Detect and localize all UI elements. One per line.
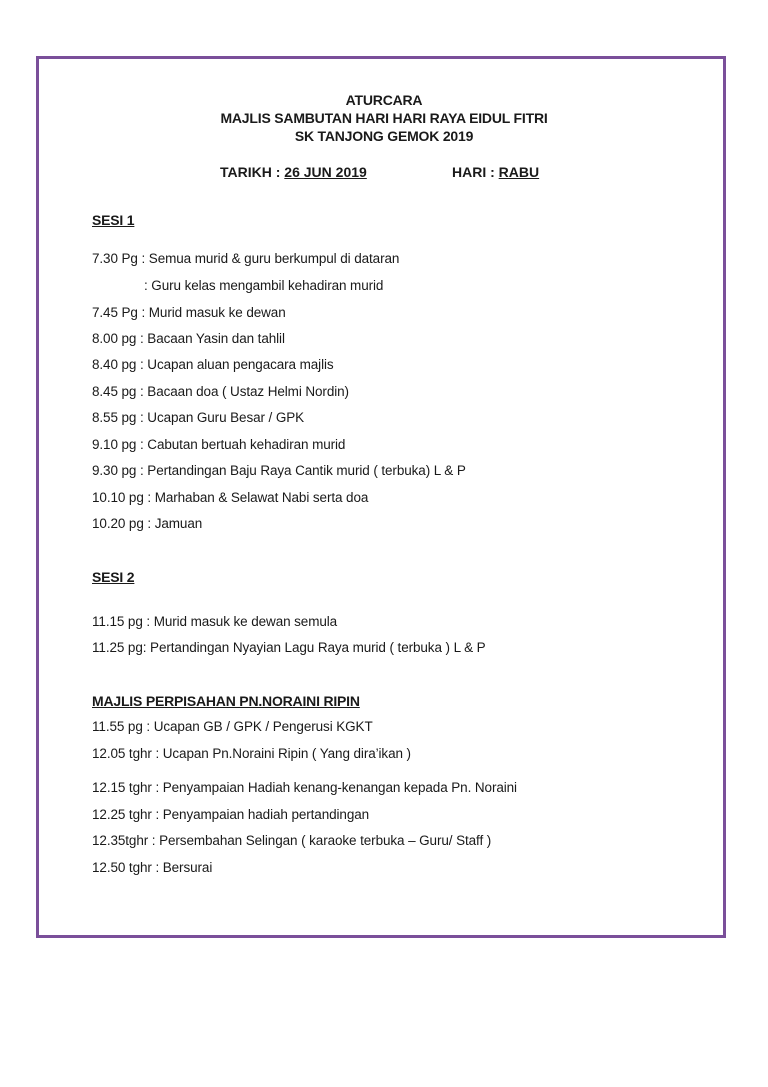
schedule-item: 11.55 pg : Ucapan GB / GPK / Pengerusi KGKT [92, 719, 373, 734]
schedule-item: 11.15 pg : Murid masuk ke dewan semula [92, 614, 338, 629]
schedule-item: 10.20 pg : Jamuan [92, 516, 203, 531]
sesi-2-heading: SESI 2 [92, 569, 135, 585]
day-label: HARI : [452, 164, 499, 180]
day-value: RABU [498, 164, 540, 180]
schedule-item: 7.45 Pg : Murid masuk ke dewan [92, 305, 286, 320]
date-label: TARIKH : [220, 164, 285, 180]
schedule-item: 11.25 pg: Pertandingan Nyayian Lagu Raya murid ( terbuka ) L & P [92, 640, 486, 655]
date-value: 26 JUN 2019 [284, 164, 367, 180]
title-event-name: MAJLIS SAMBUTAN HARI HARI RAYA EIDUL FITRI [220, 110, 548, 126]
schedule-item: 12.15 tghr : Penyampaian Hadiah kenang-kenangan kepada Pn. Noraini [92, 780, 517, 795]
day-field [452, 164, 539, 180]
title-school: SK TANJONG GEMOK 2019 [294, 128, 474, 144]
schedule-item: : Guru kelas mengambil kehadiran murid [144, 278, 384, 293]
schedule-item: 9.30 pg : Pertandingan Baju Raya Cantik murid ( terbuka) L & P [92, 463, 466, 478]
sesi-1-heading: SESI 1 [92, 212, 135, 228]
schedule-item: 8.45 pg : Bacaan doa ( Ustaz Helmi Nordin) [92, 384, 349, 399]
schedule-item: 12.35tghr : Persembahan Selingan ( karaoke terbuka – Guru/ Staff ) [92, 833, 492, 848]
title-aturcara: ATURCARA [345, 92, 423, 108]
schedule-item: 12.05 tghr : Ucapan Pn.Noraini Ripin ( Yang dira’ikan ) [92, 746, 411, 761]
schedule-item: 12.25 tghr : Penyampaian hadiah pertandingan [92, 807, 370, 822]
schedule-item: 8.55 pg : Ucapan Guru Besar / GPK [92, 410, 305, 425]
schedule-item: 10.10 pg : Marhaban & Selawat Nabi serta doa [92, 490, 369, 505]
schedule-item: 9.10 pg : Cabutan bertuah kehadiran murid [92, 437, 346, 452]
schedule-item: 8.40 pg : Ucapan aluan pengacara majlis [92, 357, 334, 372]
schedule-item: 12.50 tghr : Bersurai [92, 860, 213, 875]
date-field [220, 164, 367, 180]
schedule-item: 7.30 Pg : Semua murid & guru berkumpul di dataran [92, 251, 400, 266]
schedule-item: 8.00 pg : Bacaan Yasin dan tahlil [92, 331, 285, 346]
majlis-perpisahan-heading: MAJLIS PERPISAHAN PN.NORAINI RIPIN [92, 693, 360, 709]
